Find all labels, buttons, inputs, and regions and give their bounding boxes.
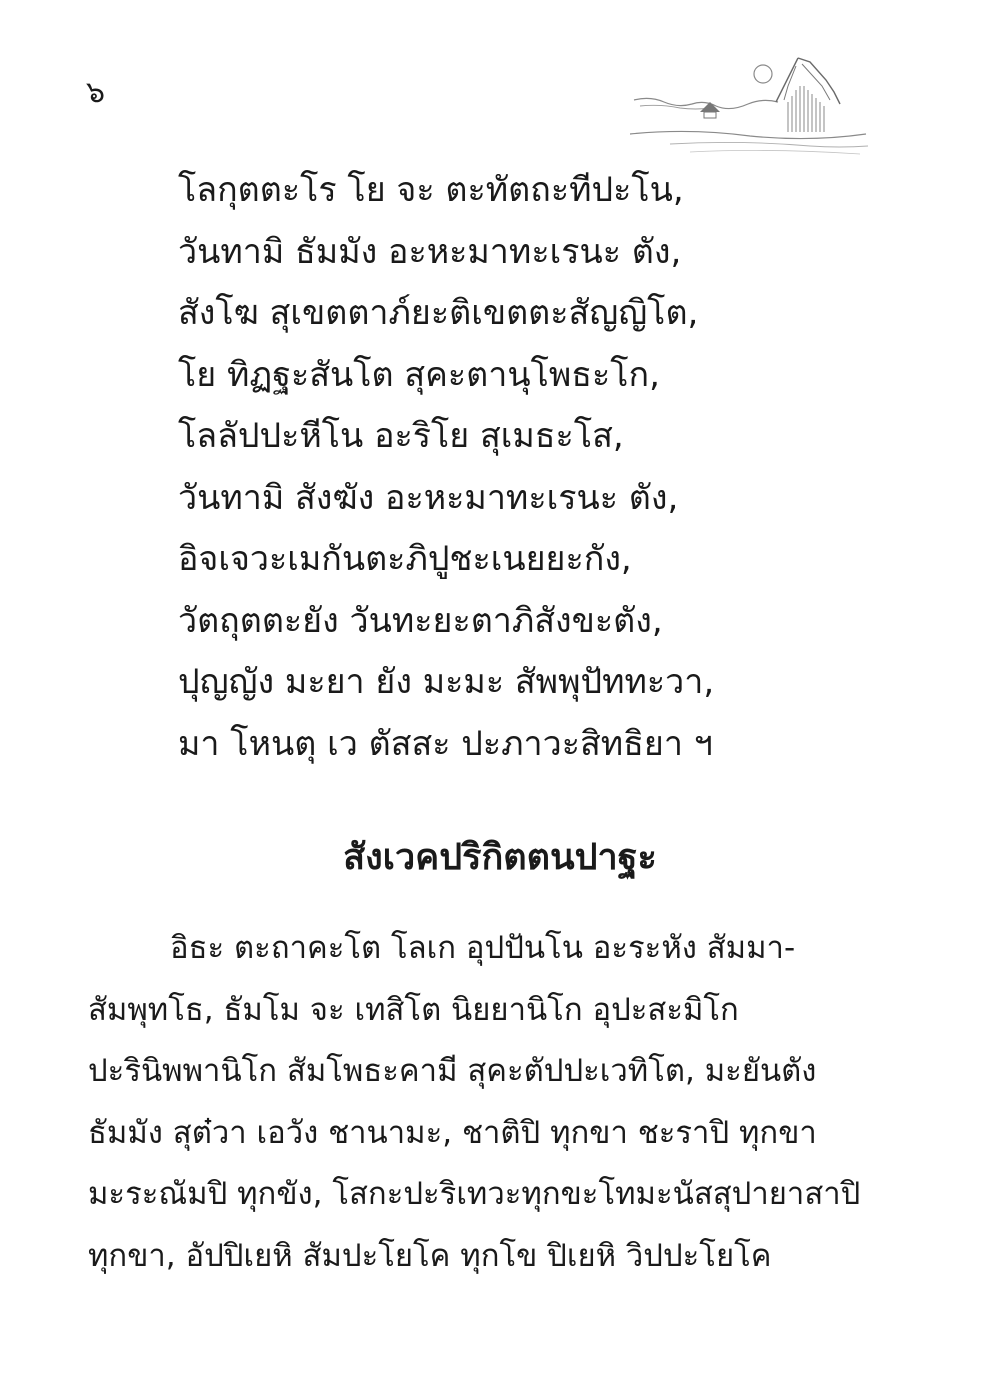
verse-block: [178, 160, 714, 775]
paragraph-line: ธัมมัง สุต๋วา เอวัง ชานามะ, ชาติปิ ทุกขา ชะราปิ ทุกขา: [88, 1114, 817, 1151]
paragraph-line: ปะรินิพพานิโก สัมโพธะคามี สุคะตัปปะเวทิโต, มะยันตัง: [88, 1053, 817, 1089]
verse-line: โลกุตตะโร โย จะ ตะทัตถะทีปะโน,: [178, 170, 684, 210]
paragraph-line: อิธะ ตะถาคะโต โลเก อุปปันโน อะระหัง สัมมา-: [170, 930, 796, 966]
verse-line: โลลัปปะหีโน อะริโย สุเมธะโส,: [178, 416, 624, 456]
paragraph-line: ทุกขา, อัปปิเยหิ สัมปะโยโค ทุกโข ปิเยหิ วิปปะโยโค: [88, 1237, 772, 1274]
verse-line: ปุญญัง มะยา ยัง มะมะ สัพพุปัททะวา,: [178, 662, 715, 702]
verse-line: อิจเจวะเมกันตะภิปูชะเนยยะกัง,: [178, 539, 632, 579]
verse-line: มา โหนตุ เว ตัสสะ ปะภาวะสิทธิยา ฯ: [178, 723, 713, 764]
verse-line: โย ทิฏฐะสันโต สุคะตานุโพธะโก,: [178, 354, 660, 395]
temple-landscape-icon: [630, 40, 870, 160]
verse-line: วัตถุตตะยัง วันทะยะตาภิสังขะตัง,: [178, 600, 663, 641]
paragraph-line: มะระณัมปิ ทุกขัง, โสกะปะริเทวะทุกขะโทมะนัสสุปายาสาปิ: [88, 1176, 861, 1212]
section-paragraph: [88, 918, 868, 1287]
verse-line: วันทามิ ธัมมัง อะหะมาทะเรนะ ตัง,: [178, 231, 682, 272]
section-title: สังเวคปริกิตตนปาฐะ: [343, 837, 657, 878]
verse-line: วันทามิ สังฆัง อะหะมาทะเรนะ ตัง,: [178, 477, 679, 518]
page-number: ๖: [86, 75, 106, 110]
paragraph-line: สัมพุทโธ, ธัมโม จะ เทสิโต นิยยานิโก อุปะสะมิโก: [88, 991, 739, 1028]
verse-line: สังโฆ สุเขตตาภ์ยะติเขตตะสัญญิโต,: [178, 293, 699, 333]
